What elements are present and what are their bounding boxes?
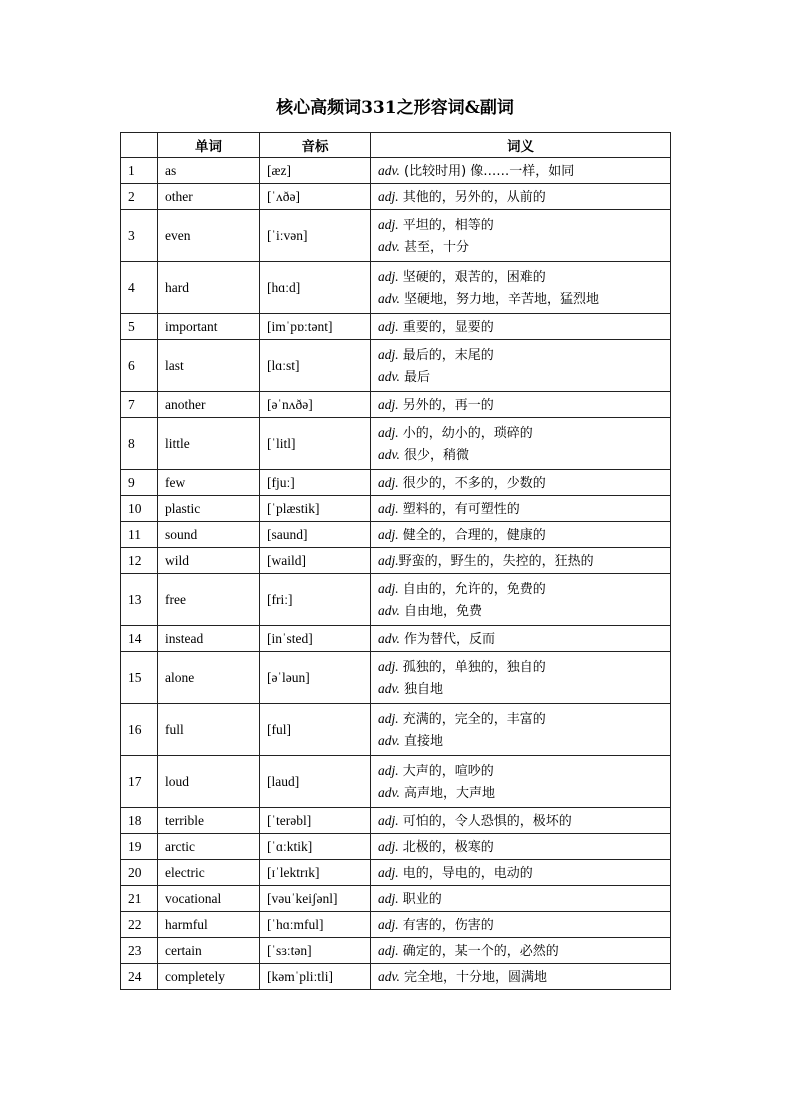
definition-text: 健全的，合理的，健康的 (398, 527, 546, 543)
part-of-speech: adv. (378, 162, 400, 178)
word-cell: other (158, 184, 260, 210)
header-number (121, 133, 158, 158)
phonetic-cell: [ˈiːvən] (260, 210, 371, 262)
part-of-speech: adj. (378, 838, 399, 854)
definition-text: 直接地 (399, 733, 444, 749)
meaning-cell (371, 418, 671, 470)
table-row (121, 574, 671, 626)
part-of-speech: adv. (378, 732, 400, 748)
meaning-cell (371, 860, 671, 886)
meaning-line (378, 344, 663, 366)
definition-text: 独自地 (399, 681, 444, 697)
word-cell: few (158, 470, 260, 496)
table-row (121, 496, 671, 522)
table-row (121, 210, 671, 262)
meaning-cell (371, 626, 671, 652)
meaning-cell (371, 522, 671, 548)
header-word: 单词 (158, 133, 260, 158)
phonetic-cell: [ˈplæstik] (260, 496, 371, 522)
word-cell: vocational (158, 886, 260, 912)
table-body (121, 158, 671, 990)
phonetic-cell: [əˈləun] (260, 652, 371, 704)
phonetic-cell: [ˈʌðə] (260, 184, 371, 210)
word-cell: terrible (158, 808, 260, 834)
meaning-line (378, 888, 663, 910)
phonetic-cell: [ɪˈlektrɪk] (260, 860, 371, 886)
row-number: 14 (121, 626, 158, 652)
meaning-cell (371, 938, 671, 964)
row-number: 24 (121, 964, 158, 990)
definition-text: (比较时用) 像……一样，如同 (399, 163, 575, 179)
meaning-line (378, 578, 663, 600)
part-of-speech: adv. (378, 968, 400, 984)
definition-text: 最后 (399, 369, 431, 385)
table-row (121, 704, 671, 756)
table-row (121, 626, 671, 652)
meaning-cell (371, 652, 671, 704)
word-cell: sound (158, 522, 260, 548)
phonetic-cell: [ˈterəbl] (260, 808, 371, 834)
part-of-speech: adj. (378, 942, 399, 958)
row-number: 2 (121, 184, 158, 210)
document-title: 核心高频词331之形容词&副词 (276, 98, 514, 118)
definition-text: 作为替代，反而 (399, 631, 496, 647)
meaning-cell (371, 340, 671, 392)
word-cell: arctic (158, 834, 260, 860)
meaning-cell (371, 834, 671, 860)
row-number: 18 (121, 808, 158, 834)
meaning-line (378, 160, 663, 182)
row-number: 10 (121, 496, 158, 522)
table-row (121, 418, 671, 470)
phonetic-cell: [imˈpɒːtənt] (260, 314, 371, 340)
meaning-line (378, 498, 663, 520)
row-number: 5 (121, 314, 158, 340)
word-cell: even (158, 210, 260, 262)
meaning-cell (371, 548, 671, 574)
meaning-line (378, 966, 663, 988)
meaning-cell (371, 210, 671, 262)
phonetic-cell: [æz] (260, 158, 371, 184)
definition-text: 高声地，大声地 (399, 785, 496, 801)
definition-text: 孤独的，单独的，独自的 (398, 659, 546, 675)
phonetic-cell: [friː] (260, 574, 371, 626)
word-cell: alone (158, 652, 260, 704)
part-of-speech: adv. (378, 680, 400, 696)
meaning-cell (371, 496, 671, 522)
row-number: 13 (121, 574, 158, 626)
row-number: 22 (121, 912, 158, 938)
phonetic-cell: [vəuˈkeiʃənl] (260, 886, 371, 912)
word-cell: wild (158, 548, 260, 574)
definition-text: 野蛮的，野生的，失控的，狂热的 (398, 553, 594, 569)
definition-text: 职业的 (398, 891, 442, 907)
part-of-speech: adj. (378, 526, 399, 542)
table-row (121, 652, 671, 704)
meaning-line (378, 550, 663, 572)
definition-text: 有害的，伤害的 (398, 917, 494, 933)
word-cell: certain (158, 938, 260, 964)
meaning-line (378, 186, 663, 208)
part-of-speech: adv. (378, 446, 400, 462)
row-number: 21 (121, 886, 158, 912)
phonetic-cell: [ˈhɑːmful] (260, 912, 371, 938)
word-cell: last (158, 340, 260, 392)
meaning-line (378, 836, 663, 858)
table-row (121, 912, 671, 938)
meaning-line (378, 940, 663, 962)
phonetic-cell: [waild] (260, 548, 371, 574)
definition-text: 北极的，极寒的 (398, 839, 494, 855)
row-number: 1 (121, 158, 158, 184)
meaning-cell (371, 886, 671, 912)
part-of-speech: adv. (378, 368, 400, 384)
phonetic-cell: [əˈnʌðə] (260, 392, 371, 418)
table-row (121, 340, 671, 392)
table-header-row (121, 133, 671, 158)
meaning-cell (371, 964, 671, 990)
part-of-speech: adj. (378, 396, 399, 412)
row-number: 20 (121, 860, 158, 886)
meaning-cell (371, 184, 671, 210)
table-row (121, 808, 671, 834)
part-of-speech: adv. (378, 602, 400, 618)
meaning-cell (371, 262, 671, 314)
row-number: 19 (121, 834, 158, 860)
definition-text: 塑料的，有可塑性的 (398, 501, 520, 517)
word-cell: another (158, 392, 260, 418)
table-row (121, 158, 671, 184)
definition-text: 小的，幼小的，琐碎的 (398, 425, 533, 441)
word-cell: hard (158, 262, 260, 314)
meaning-cell (371, 912, 671, 938)
definition-text: 很少，稍微 (399, 447, 470, 463)
meaning-line (378, 708, 663, 730)
word-cell: completely (158, 964, 260, 990)
phonetic-cell: [kəmˈpliːtli] (260, 964, 371, 990)
part-of-speech: adj. (378, 658, 399, 674)
part-of-speech: adj. (378, 424, 399, 440)
part-of-speech: adj. (378, 580, 399, 596)
phonetic-cell: [hɑːd] (260, 262, 371, 314)
phonetic-cell: [ful] (260, 704, 371, 756)
definition-text: 很少的，不多的，少数的 (398, 475, 546, 491)
meaning-cell (371, 158, 671, 184)
meaning-line (378, 730, 663, 752)
part-of-speech: adj. (378, 500, 399, 516)
part-of-speech: adj. (378, 710, 399, 726)
meaning-cell (371, 808, 671, 834)
meaning-line (378, 914, 663, 936)
part-of-speech: adj. (378, 864, 399, 880)
phonetic-cell: [inˈsted] (260, 626, 371, 652)
meaning-line (378, 422, 663, 444)
table-row (121, 262, 671, 314)
definition-text: 另外的，再一的 (398, 397, 494, 413)
meaning-line (378, 678, 663, 700)
definition-text: 重要的，显要的 (398, 319, 494, 335)
phonetic-cell: [laud] (260, 756, 371, 808)
part-of-speech: adj. (378, 474, 399, 490)
row-number: 12 (121, 548, 158, 574)
meaning-line (378, 810, 663, 832)
part-of-speech: adj. (378, 762, 399, 778)
meaning-line (378, 524, 663, 546)
part-of-speech: adj. (378, 552, 399, 568)
row-number: 17 (121, 756, 158, 808)
row-number: 6 (121, 340, 158, 392)
table-row (121, 470, 671, 496)
header-phonetic: 音标 (260, 133, 371, 158)
definition-text: 其他的，另外的，从前的 (398, 189, 546, 205)
word-cell: loud (158, 756, 260, 808)
definition-text: 确定的，某一个的，必然的 (398, 943, 559, 959)
table-row (121, 938, 671, 964)
meaning-line (378, 366, 663, 388)
meaning-line (378, 760, 663, 782)
vocabulary-table (120, 132, 671, 990)
part-of-speech: adv. (378, 784, 400, 800)
part-of-speech: adv. (378, 238, 400, 254)
meaning-line (378, 288, 663, 310)
definition-text: 完全地，十分地，圆满地 (399, 969, 548, 985)
table-row (121, 184, 671, 210)
phonetic-cell: [ˈlitl] (260, 418, 371, 470)
row-number: 4 (121, 262, 158, 314)
word-cell: free (158, 574, 260, 626)
meaning-line (378, 394, 663, 416)
meaning-line (378, 236, 663, 258)
word-cell: harmful (158, 912, 260, 938)
definition-text: 平坦的，相等的 (398, 217, 494, 233)
meaning-cell (371, 756, 671, 808)
phonetic-cell: [ˈsɜːtən] (260, 938, 371, 964)
word-cell: plastic (158, 496, 260, 522)
part-of-speech: adj. (378, 318, 399, 334)
meaning-line (378, 444, 663, 466)
part-of-speech: adj. (378, 188, 399, 204)
word-cell: instead (158, 626, 260, 652)
meaning-line (378, 316, 663, 338)
row-number: 16 (121, 704, 158, 756)
table-row (121, 314, 671, 340)
meaning-line (378, 862, 663, 884)
part-of-speech: adj. (378, 268, 399, 284)
row-number: 9 (121, 470, 158, 496)
meaning-line (378, 782, 663, 804)
definition-text: 充满的，完全的，丰富的 (398, 711, 546, 727)
definition-text: 自由地，免费 (399, 603, 483, 619)
part-of-speech: adv. (378, 630, 400, 646)
meaning-line (378, 656, 663, 678)
definition-text: 最后的，末尾的 (398, 347, 494, 363)
word-cell: as (158, 158, 260, 184)
phonetic-cell: [saund] (260, 522, 371, 548)
definition-text: 自由的，允许的，免费的 (398, 581, 546, 597)
phonetic-cell: [fjuː] (260, 470, 371, 496)
row-number: 3 (121, 210, 158, 262)
definition-text: 甚至，十分 (399, 239, 470, 255)
meaning-cell (371, 314, 671, 340)
part-of-speech: adj. (378, 216, 399, 232)
table-row (121, 756, 671, 808)
meaning-line (378, 214, 663, 236)
meaning-line (378, 600, 663, 622)
definition-text: 坚硬地，努力地，辛苦地，猛烈地 (399, 291, 600, 307)
meaning-line (378, 266, 663, 288)
table-row (121, 886, 671, 912)
phonetic-cell: [ˈɑːktik] (260, 834, 371, 860)
meaning-cell (371, 704, 671, 756)
part-of-speech: adj. (378, 916, 399, 932)
row-number: 23 (121, 938, 158, 964)
definition-text: 可怕的，令人恐惧的，极坏的 (398, 813, 572, 829)
table-row (121, 860, 671, 886)
table-row (121, 392, 671, 418)
row-number: 8 (121, 418, 158, 470)
word-cell: full (158, 704, 260, 756)
table-row (121, 548, 671, 574)
meaning-cell (371, 470, 671, 496)
header-meaning: 词义 (371, 133, 671, 158)
part-of-speech: adv. (378, 290, 400, 306)
word-cell: electric (158, 860, 260, 886)
definition-text: 大声的，喧吵的 (398, 763, 494, 779)
meaning-cell (371, 574, 671, 626)
meaning-line (378, 628, 663, 650)
row-number: 7 (121, 392, 158, 418)
row-number: 11 (121, 522, 158, 548)
word-cell: important (158, 314, 260, 340)
part-of-speech: adj. (378, 346, 399, 362)
table-row (121, 834, 671, 860)
table-row (121, 522, 671, 548)
phonetic-cell: [lɑːst] (260, 340, 371, 392)
word-cell: little (158, 418, 260, 470)
row-number: 15 (121, 652, 158, 704)
part-of-speech: adj. (378, 812, 399, 828)
meaning-line (378, 472, 663, 494)
meaning-cell (371, 392, 671, 418)
definition-text: 电的，导电的，电动的 (398, 865, 533, 881)
part-of-speech: adj. (378, 890, 399, 906)
definition-text: 坚硬的，艰苦的，困难的 (398, 269, 546, 285)
table-row (121, 964, 671, 990)
